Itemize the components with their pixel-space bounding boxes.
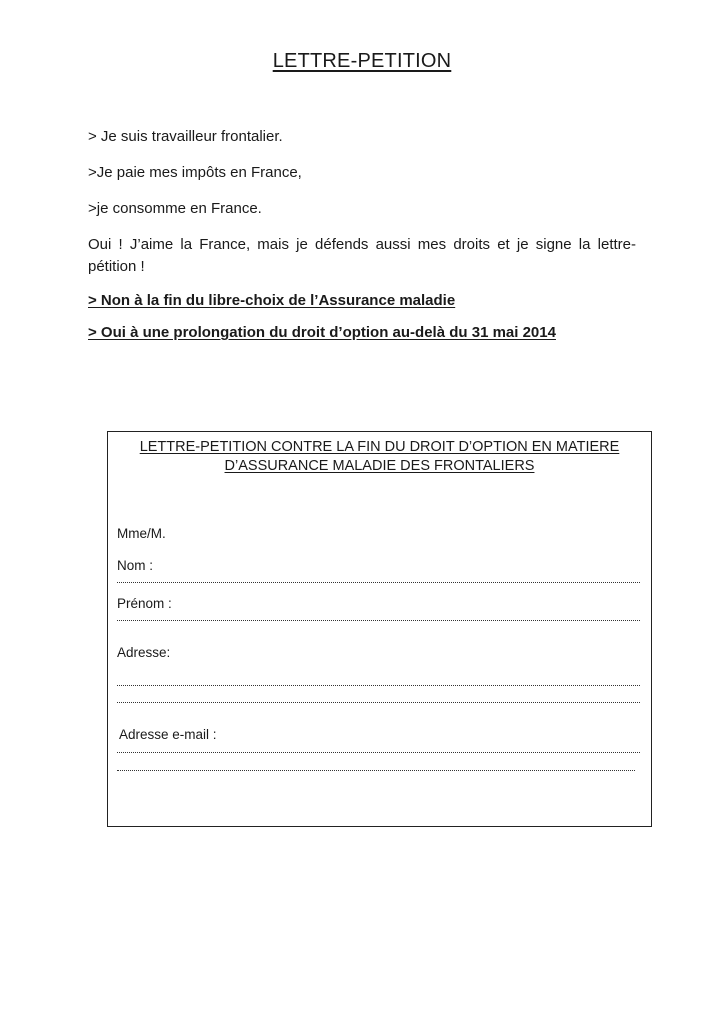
firstname-label: Prénom :: [117, 596, 172, 611]
claim-droit-option: > Oui à une prolongation du droit d’option au-delà du 31 mai 2014: [88, 324, 556, 341]
salutation-label: Mme/M.: [117, 526, 166, 541]
address-field-line-1[interactable]: [117, 685, 640, 686]
intro-line-consomme: >je consomme en France.: [88, 200, 262, 217]
address-field-line-2[interactable]: [117, 702, 640, 703]
document-title: LETTRE-PETITION: [272, 50, 452, 72]
intro-section: [88, 126, 636, 354]
form-heading-line-2: D’ASSURANCE MALADIE DES FRONTALIERS: [224, 458, 535, 474]
form-heading-line-1: LETTRE-PETITION CONTRE LA FIN DU DROIT D’OPTION EN MATIERE: [139, 439, 620, 455]
intro-line-impots: >Je paie mes impôts en France,: [88, 164, 302, 181]
statement-paragraph: Oui ! J’aime la France, mais je défends aussi mes droits et je signe la lettre-pétition !: [88, 236, 636, 275]
name-field[interactable]: [117, 582, 640, 583]
name-label: Nom :: [117, 558, 154, 573]
intro-line-frontalier: > Je suis travailleur frontalier.: [88, 128, 283, 145]
email-field-line-1[interactable]: [117, 752, 640, 753]
address-label: Adresse:: [117, 645, 171, 660]
firstname-field[interactable]: [117, 620, 640, 621]
petition-form: [107, 431, 652, 827]
claim-libre-choix: > Non à la fin du libre-choix de l’Assurance maladie: [88, 292, 456, 309]
email-field-line-2[interactable]: [117, 770, 635, 771]
form-heading: [108, 438, 651, 476]
email-label: Adresse e-mail :: [119, 727, 217, 742]
